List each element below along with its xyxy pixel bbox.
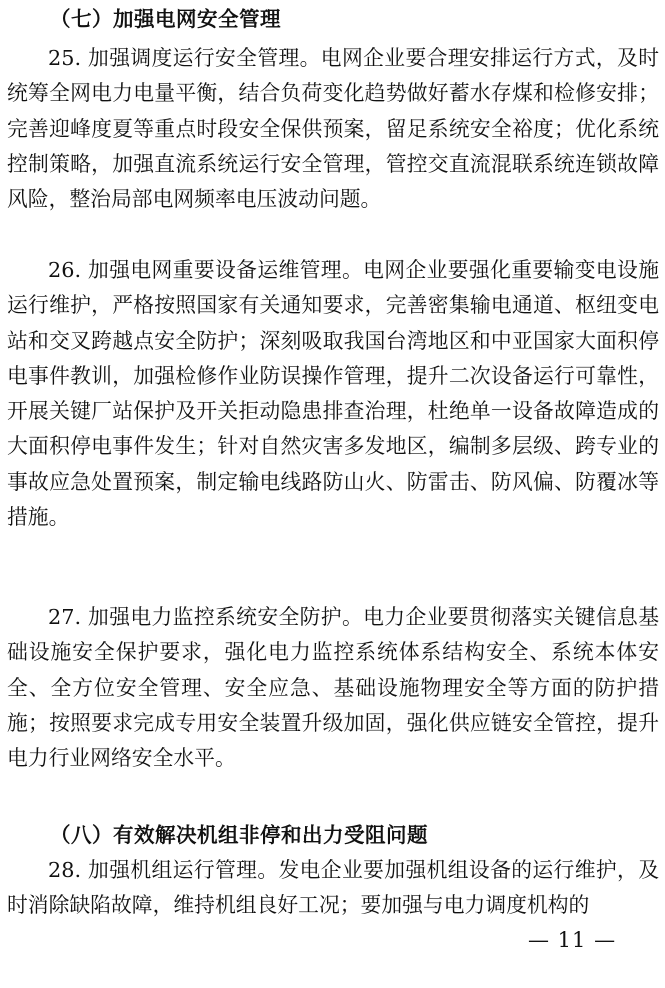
page-number: — 11 — bbox=[528, 928, 617, 952]
paragraph-26: 26. 加强电网重要设备运维管理。电网企业要强化重要输变电设施运行维护，严格按照国家有关通知要求，完善密集输电通道、枢纽变电站和交叉跨越点安全防护；深刻吸取我国台湾地区和中亚国家大面积停电事件教训，加强检修作业防误操作管理，提升二次设备运行可靠性，开展关键厂站保护及开关拒动隐患排查治理，杜绝单一设备故障造成的大面积停电事件发生；针对自然灾害多发地区，编制多层级、跨专业的事故应急处置预案，制定输电线路防山火、防雷击、防风偏、防覆冰等措施。 bbox=[7, 258, 659, 530]
paragraph-25: 25. 加强调度运行安全管理。电网企业要合理安排运行方式，及时统筹全网电力电量平衡，结合负荷变化趋势做好蓄水存煤和检修安排；完善迎峰度夏等重点时段安全保供预案，留足系统安全裕度；优化系统控制策略，加强直流系统运行安全管理，管控交直流混联系统连锁故障风险，整治局部电网频率电压波动问题。 bbox=[7, 46, 659, 212]
section-heading-8: （八）有效解决机组非停和出力受阻问题 bbox=[50, 823, 428, 847]
section-heading-7: （七）加强电网安全管理 bbox=[50, 7, 281, 31]
paragraph-27: 27. 加强电力监控系统安全防护。电力企业要贯彻落实关键信息基础设施安全保护要求，强化电力监控系统体系结构安全、系统本体安全、全方位安全管理、安全应急、基础设施物理安全等方面的防护措施；按照要求完成专用安全装置升级加固，强化供应链安全管控，提升电力行业网络安全水平。 bbox=[7, 605, 659, 771]
paragraph-28: 28. 加强机组运行管理。发电企业要加强机组设备的运行维护，及时消除缺陷故障，维持机组良好工况；要加强与电力调度机构的 bbox=[7, 858, 659, 918]
